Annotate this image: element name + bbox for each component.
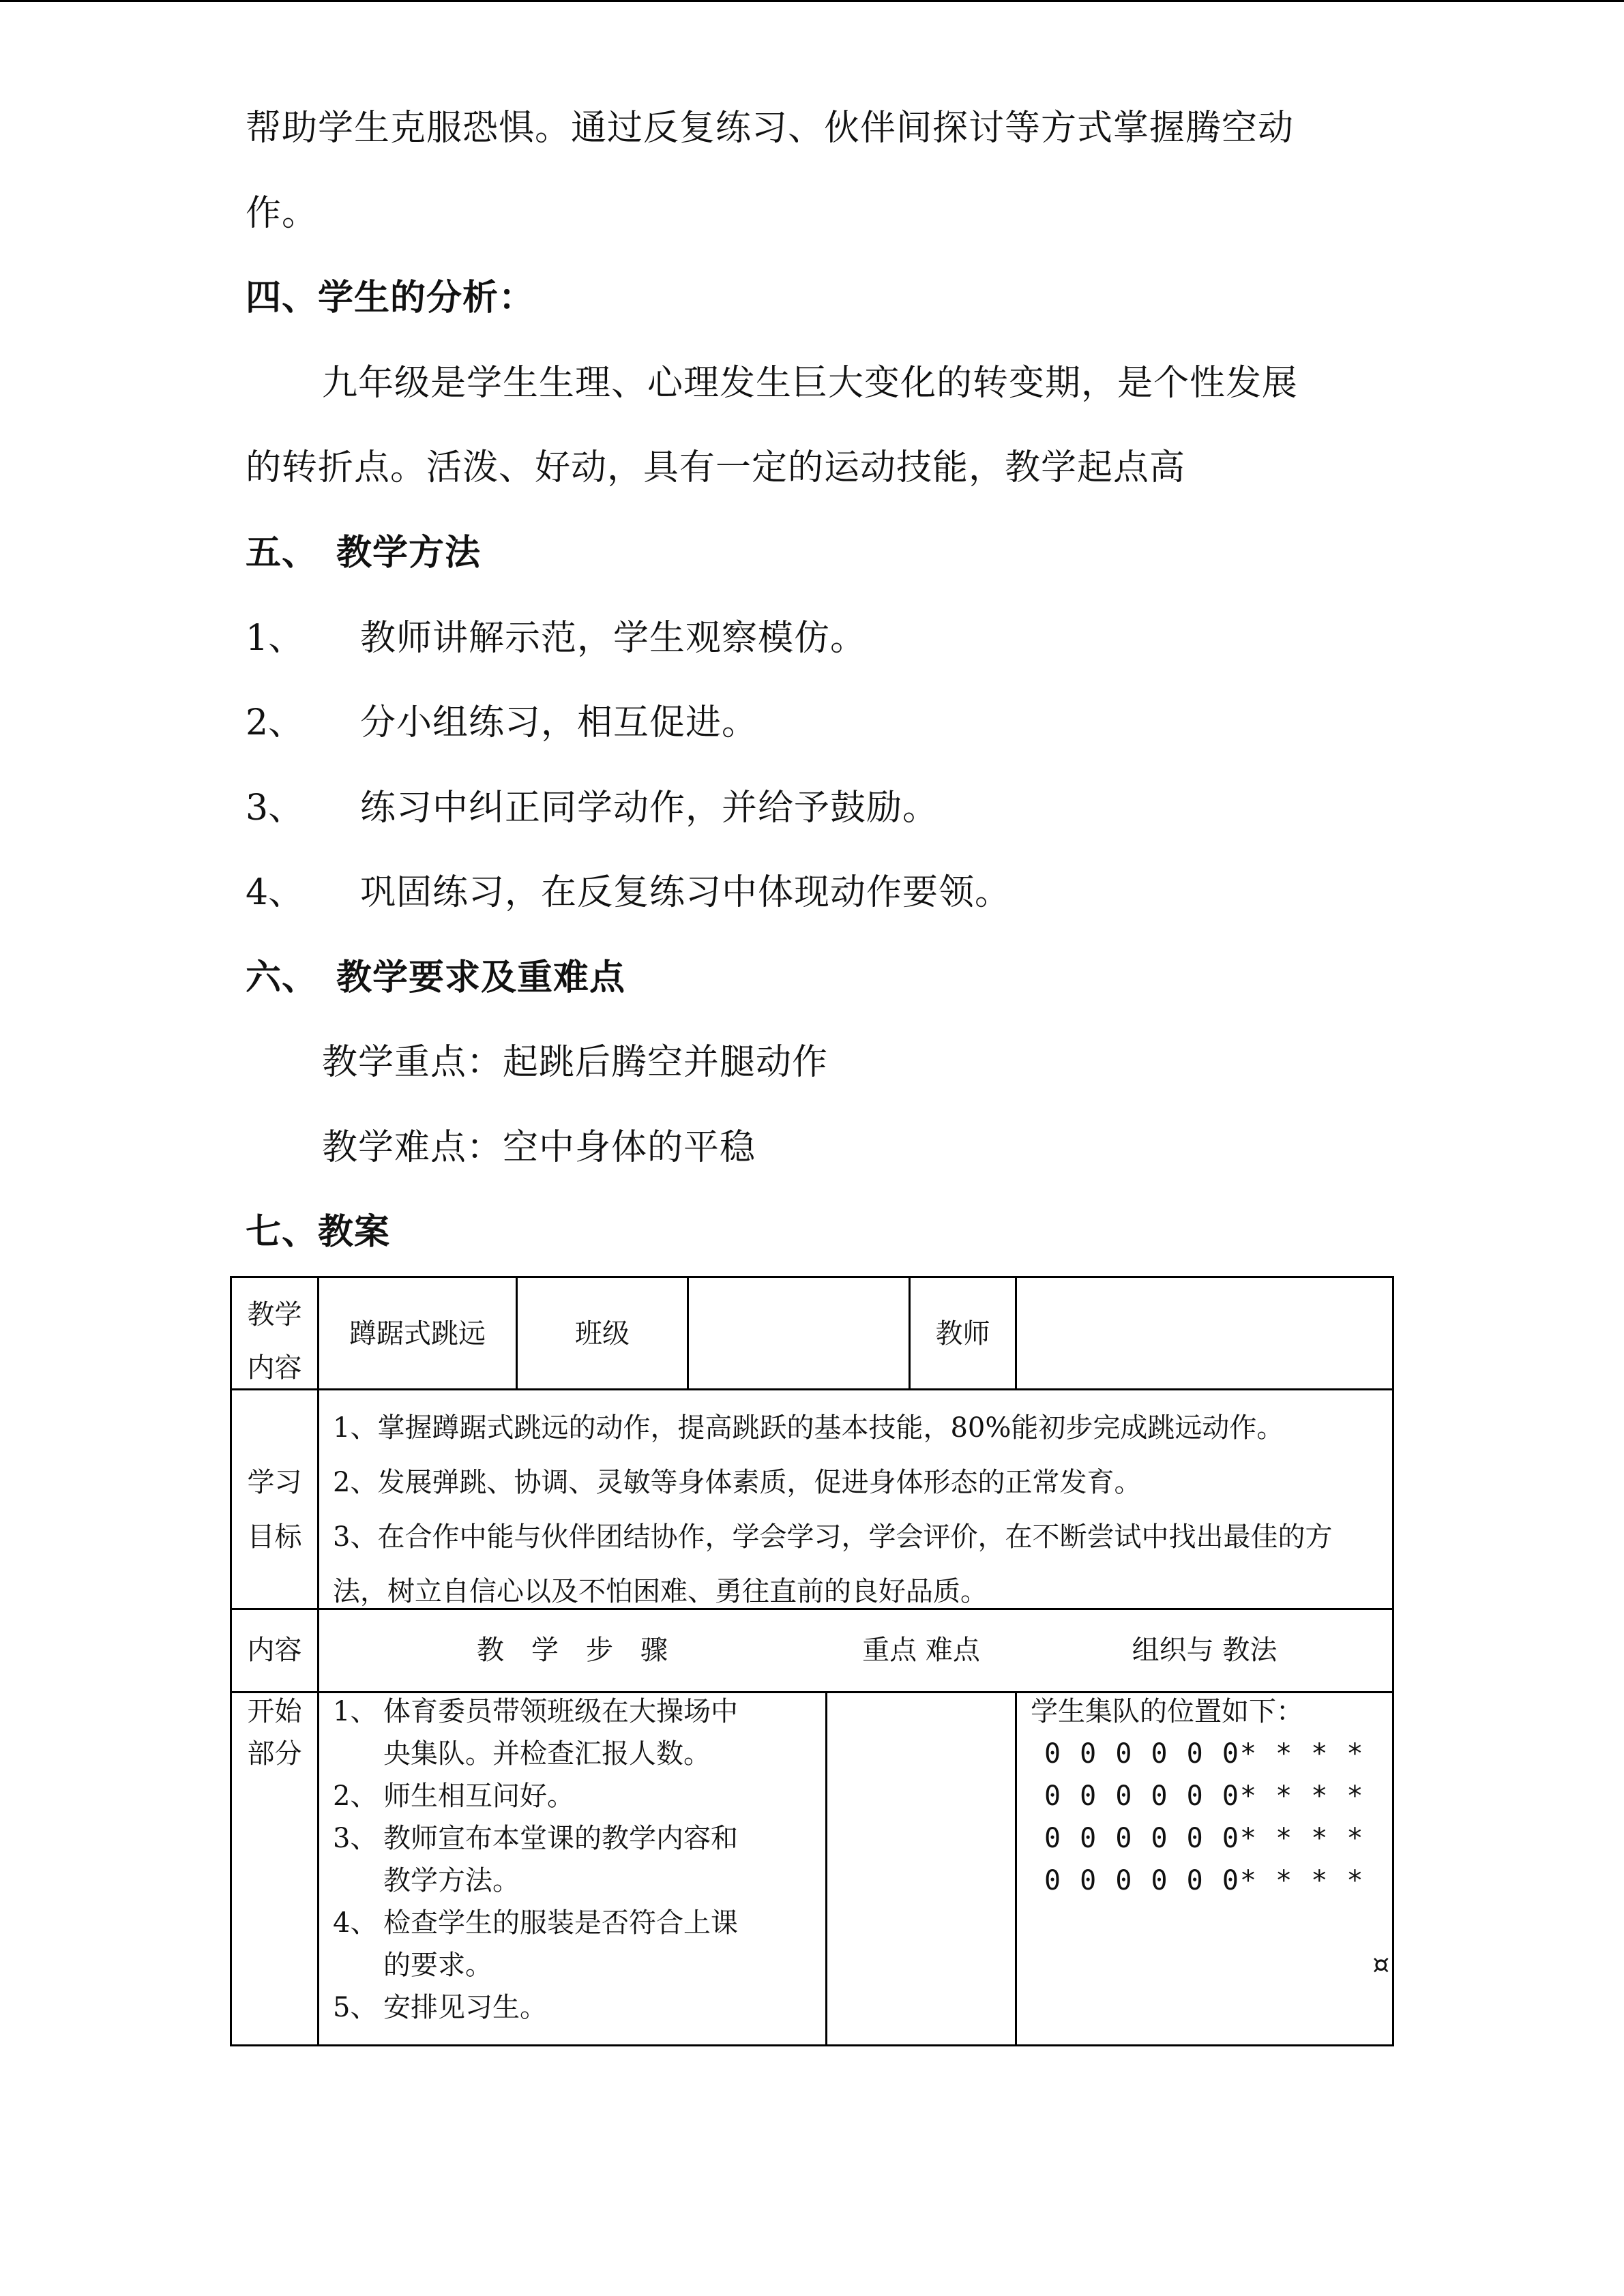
page-top-border — [0, 0, 1624, 2]
table-rule — [825, 1691, 827, 2044]
step-text: 体育委员带领班级在大操场中央集队。并检查汇报人数。 — [383, 1696, 738, 1770]
content-label: 内容 — [247, 1352, 302, 1384]
goal-item: 法，树立自信心以及不怕困难、勇往直前的良好品质。 — [333, 1576, 988, 1607]
table-rule — [232, 1608, 1392, 1610]
opening-label: 部分 — [247, 1738, 302, 1770]
step-text: 安排见习生。 — [383, 1992, 547, 2023]
step-text: 检查学生的服装是否符合上课的要求。 — [383, 1907, 738, 1981]
table-rule — [1015, 1278, 1017, 1388]
method-text: 分小组练习，相互促进。 — [360, 702, 758, 743]
formation-title: 学生集队的位置如下： — [1031, 1696, 1303, 1727]
difficulty-point: 教学难点：空中身体的平稳 — [322, 1127, 756, 1168]
step-number: 2、 — [333, 1780, 378, 1812]
section-heading-7: 七、教案 — [246, 1211, 391, 1253]
opening-label: 开始 — [247, 1696, 302, 1727]
method-number: 4、 — [246, 872, 304, 913]
method-text: 练习中纠正同学动作，并给予鼓励。 — [360, 788, 939, 829]
step-number: 5、 — [333, 1992, 378, 2023]
formation-row: 0 0 0 0 0 0* * * * — [1044, 1823, 1365, 1854]
table-rule — [687, 1278, 689, 1388]
method-text: 巩固练习，在反复练习中体现动作要领。 — [360, 872, 1012, 913]
key-point: 教学重点：起跳后腾空并腿动作 — [322, 1042, 829, 1083]
teacher-label: 教师 — [935, 1318, 990, 1350]
goal-item: 2、发展弹跳、协调、灵敏等身体素质，促进身体形态的正常发育。 — [333, 1467, 1142, 1498]
step-number: 1、 — [333, 1696, 378, 1727]
method-number: 2、 — [246, 702, 304, 743]
step-text: 教师宣布本堂课的教学内容和教学方法。 — [383, 1823, 738, 1896]
section-heading-6: 六、 教学要求及重难点 — [246, 957, 626, 998]
formation-row: 0 0 0 0 0 0* * * * — [1044, 1780, 1365, 1812]
method-number: 1、 — [246, 618, 304, 659]
paragraph-line: 的转折点。活泼、好动，具有一定的运动技能，教学起点高 — [246, 447, 1186, 488]
content-label: 教学 — [247, 1299, 302, 1330]
step-number: 4、 — [333, 1907, 378, 1939]
header-content: 内容 — [247, 1635, 302, 1666]
section-heading-5: 五、 教学方法 — [246, 532, 482, 573]
header-steps: 教 学 步 骤 — [477, 1635, 668, 1666]
table-rule — [1015, 1691, 1017, 2044]
section-heading-4: 四、学生的分析： — [246, 277, 535, 318]
class-label: 班级 — [575, 1318, 630, 1350]
formation-row: 0 0 0 0 0 0* * * * — [1044, 1738, 1365, 1770]
paragraph-line: 九年级是学生生理、心理发生巨大变化的转变期，是个性发展 — [322, 363, 1299, 404]
formation-row: 0 0 0 0 0 0* * * * — [1044, 1865, 1365, 1896]
step-text: 师生相互问好。 — [383, 1780, 574, 1812]
lesson-plan-table — [230, 1276, 1394, 2046]
goals-label: 目标 — [247, 1521, 302, 1553]
header-organization: 组织与 教法 — [1132, 1635, 1278, 1666]
header-key-difficult: 重点 难点 — [862, 1635, 980, 1666]
teacher-position-symbol: ¤ — [1372, 1949, 1390, 1980]
goal-item: 3、在合作中能与伙伴团结协作，学会学习，学会评价，在不断尝试中找出最佳的方 — [333, 1521, 1333, 1553]
method-text: 教师讲解示范，学生观察模仿。 — [360, 618, 867, 659]
paragraph-line: 作。 — [246, 193, 319, 234]
goals-label: 学习 — [247, 1467, 302, 1498]
lesson-content-value: 蹲踞式跳远 — [349, 1318, 486, 1350]
step-number: 3、 — [333, 1823, 378, 1854]
method-number: 3、 — [246, 788, 304, 829]
paragraph-line: 帮助学生克服恐惧。通过反复练习、伙伴间探讨等方式掌握腾空动 — [246, 108, 1295, 149]
goal-item: 1、掌握蹲踞式跳远的动作，提高跳跃的基本技能，80%能初步完成跳远动作。 — [333, 1412, 1284, 1444]
table-rule — [232, 1388, 1392, 1390]
